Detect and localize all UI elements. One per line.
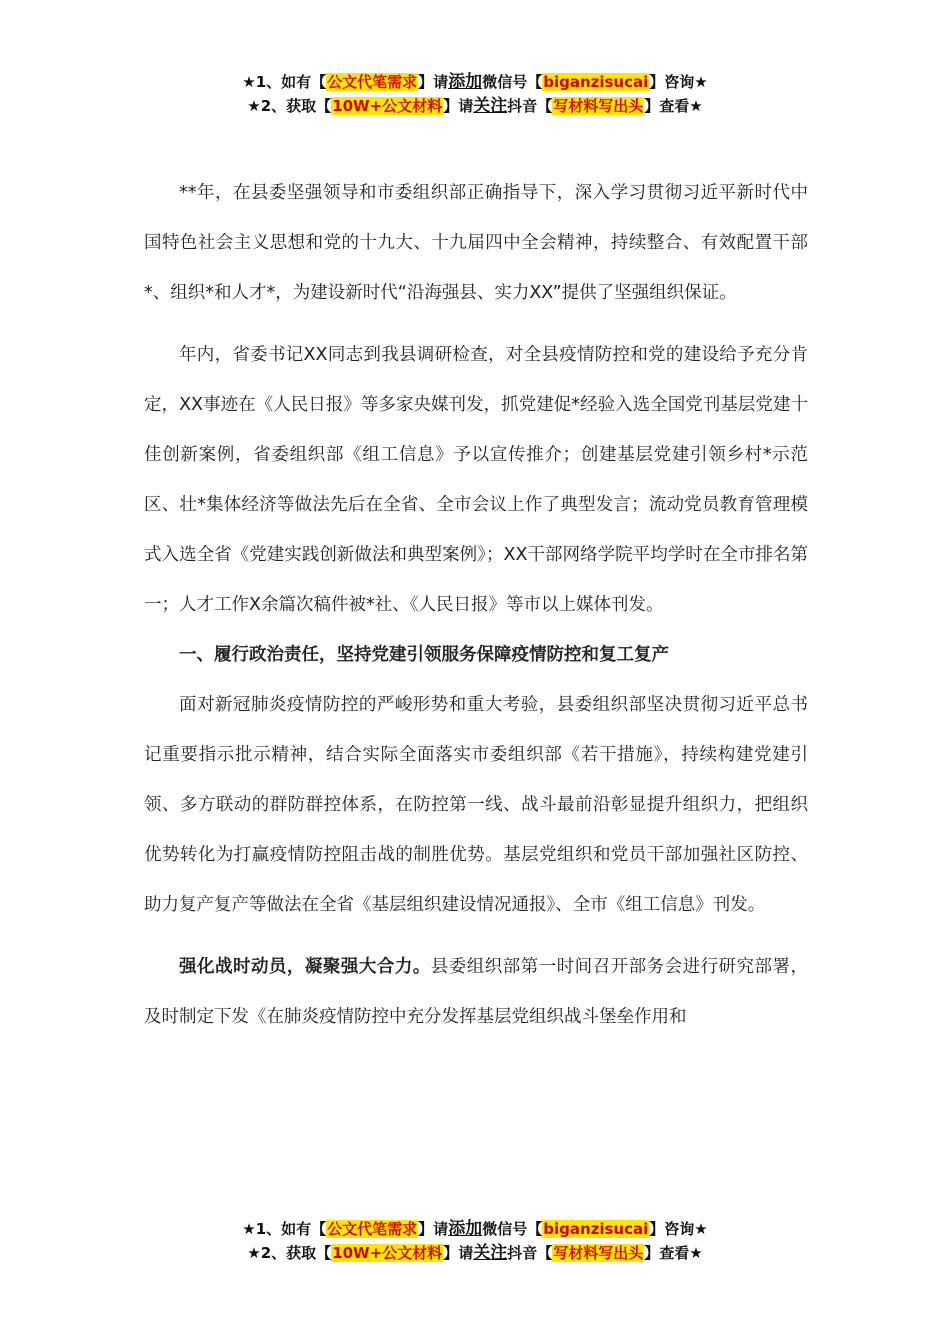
section-heading-1: 一、履行政治责任，坚持党建引领服务保障疫情防控和复工复产 bbox=[179, 645, 669, 665]
document-body bbox=[144, 168, 808, 1042]
paragraph-epidemic: 面对新冠肺炎疫情防控的严峻形势和重大考验，县委组织部坚决贯彻习近平总书记重要指示批示精神，结合实际全面落实市委组织部《若干措施》，持续构建党建引领、多方联动的群防群控体系，在防控第一线、战斗最前沿彰显提升组织力，把组织优势转化为打赢疫情防控阻击战的制胜优势。基层党组织和党员干部加强社区防控、助力复产复产等做法在全省《基层组织建设情况通报》、全市《组工信息》刊发。 bbox=[144, 695, 808, 915]
banner-line-1: ★1、如有【公文代笔需求】请添加微信号【biganzisucai】咨询★ bbox=[242, 72, 708, 92]
banner-line-1: ★1、如有【公文代笔需求】请添加微信号【biganzisucai】咨询★ bbox=[242, 1219, 708, 1239]
highlight-service: 公文代笔需求 bbox=[327, 1220, 418, 1238]
bottom-banner bbox=[0, 1217, 950, 1265]
highlight-douyin-id: 写材料写出头 bbox=[553, 1244, 644, 1262]
highlight-wechat-id: biganzisucai bbox=[543, 73, 649, 91]
paragraph-achievements: 年内，省委书记XX同志到我县调研检查，对全县疫情防控和党的建设给予充分肯定，XX事迹在《人民日报》等多家央媒刊发，抓党建促*经验入选全国党刊基层党建十佳创新案例，省委组织部《组工信息》予以宣传推介；创建基层党建引领乡村*示范区、壮*集体经济等做法先后在全省、全市会议上作了典型发言；流动党员教育管理模式入选全省《党建实践创新做法和典型案例》；XX干部网络学院平均学时在全市排名第一；人才工作X余篇次稿件被*社、《人民日报》等市以上媒体刊发。 bbox=[144, 345, 808, 615]
paragraph-mobilization: 强化战时动员，凝聚强大合力。县委组织部第一时间召开部务会进行研究部署，及时制定下发《在肺炎疫情防控中充分发挥基层党组织战斗堡垒作用和 bbox=[144, 957, 809, 1027]
highlight-douyin-id: 写材料写出头 bbox=[553, 97, 644, 115]
highlight-materials: 10W+公文材料 bbox=[332, 97, 443, 115]
paragraph-lead: 强化战时动员，凝聚强大合力。 bbox=[179, 957, 431, 977]
paragraph-intro: **年，在县委坚强领导和市委组织部正确指导下，深入学习贯彻习近平新时代中国特色社会主义思想和党的十九大、十九届四中全会精神，持续整合、有效配置干部*、组织*和人才*，为建设新时代“沿海强县、实力XX”提供了坚强组织保证。 bbox=[144, 183, 808, 303]
banner-line-2: ★2、获取【10W+公文材料】请关注抖音【写材料写出头】查看★ bbox=[247, 96, 703, 116]
highlight-wechat-id: biganzisucai bbox=[543, 1220, 649, 1238]
top-banner bbox=[0, 70, 950, 118]
highlight-materials: 10W+公文材料 bbox=[332, 1244, 443, 1262]
highlight-service: 公文代笔需求 bbox=[327, 73, 418, 91]
banner-line-2: ★2、获取【10W+公文材料】请关注抖音【写材料写出头】查看★ bbox=[247, 1243, 703, 1263]
